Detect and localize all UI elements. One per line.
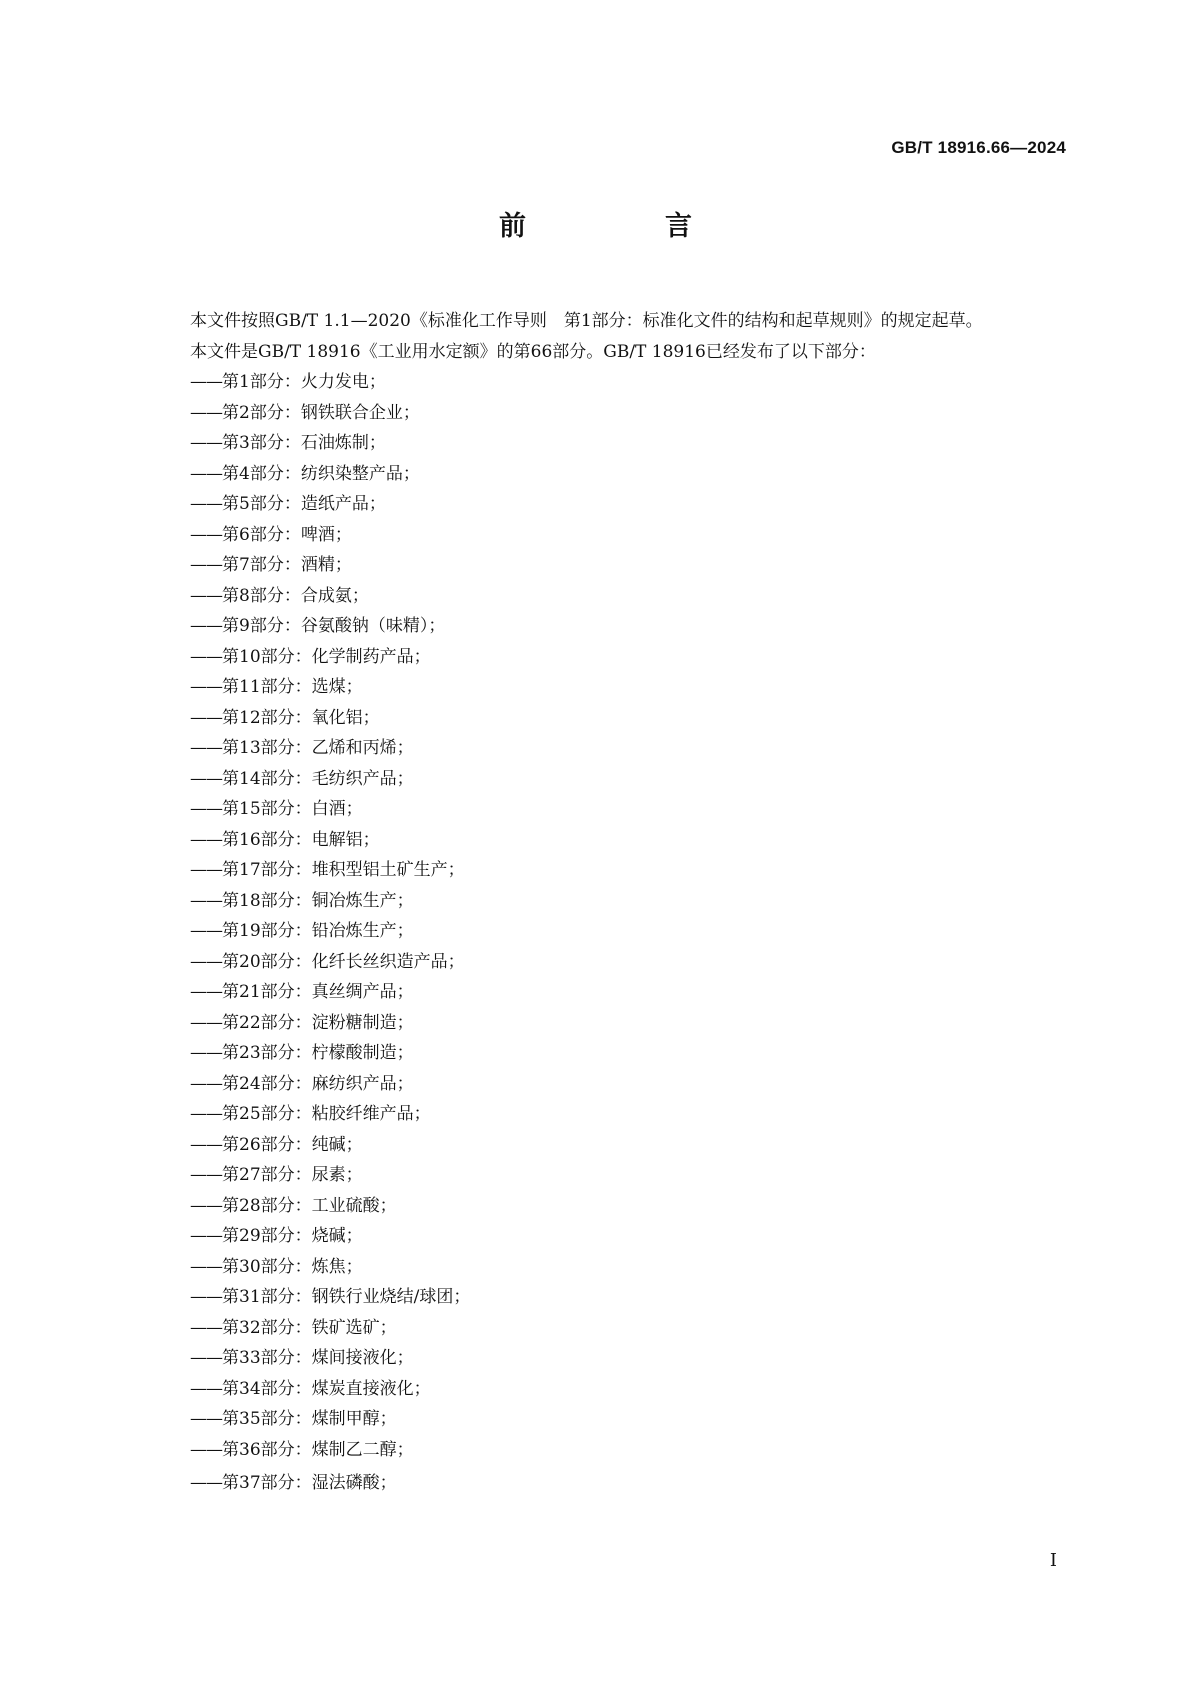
list-item bbox=[152, 764, 1082, 795]
list-item-text: 第6部分：啤酒； bbox=[222, 524, 352, 545]
list-item-text: 第34部分：煤炭直接液化； bbox=[222, 1378, 431, 1399]
list-dash: —— bbox=[190, 890, 222, 911]
list-dash: —— bbox=[190, 433, 222, 453]
list-dash: —— bbox=[190, 1473, 222, 1493]
list-item bbox=[152, 855, 1082, 886]
list-item-text: 第24部分：麻纺织产品； bbox=[222, 1073, 414, 1094]
list-dash: —— bbox=[190, 1165, 222, 1185]
page-title: 前 言 bbox=[499, 211, 748, 242]
list-dash: —— bbox=[190, 1317, 222, 1338]
list-dash: —— bbox=[190, 1287, 222, 1307]
list-item-text: 第10部分：化学制药产品； bbox=[222, 646, 431, 667]
list-item bbox=[152, 886, 1082, 917]
list-dash: —— bbox=[190, 1439, 222, 1460]
list-dash: —— bbox=[190, 1378, 222, 1399]
list-item-text: 第3部分：石油炼制； bbox=[222, 433, 386, 453]
list-item-text: 第21部分：真丝绸产品； bbox=[222, 982, 414, 1002]
list-item-text: 第15部分：白酒； bbox=[222, 799, 363, 819]
list-item bbox=[152, 825, 1082, 856]
list-item bbox=[152, 1468, 1082, 1499]
list-item bbox=[152, 703, 1082, 734]
list-dash: —— bbox=[190, 1043, 222, 1063]
list-item-text: 第25部分：粘胶纤维产品； bbox=[222, 1104, 431, 1124]
list-item-text: 第8部分：合成氨； bbox=[222, 585, 369, 606]
list-item-text: 第2部分：钢铁联合企业； bbox=[222, 402, 420, 423]
list-dash: —— bbox=[190, 799, 222, 819]
list-item-text: 第36部分：煤制乙二醇； bbox=[222, 1439, 414, 1460]
list-item-text: 第27部分：尿素； bbox=[222, 1165, 363, 1185]
list-item-text: 第17部分：堆积型铝土矿生产； bbox=[222, 860, 465, 880]
list-item-text: 第26部分：纯碱； bbox=[222, 1134, 363, 1155]
list-item-text: 第33部分：煤间接液化； bbox=[222, 1348, 414, 1368]
list-dash: —— bbox=[190, 1226, 222, 1246]
list-item-text: 第7部分：酒精； bbox=[222, 555, 352, 575]
list-item bbox=[152, 1374, 1082, 1405]
list-item bbox=[152, 367, 1082, 398]
list-item bbox=[152, 550, 1082, 581]
page-number: I bbox=[1049, 1550, 1057, 1571]
list-item bbox=[152, 1160, 1082, 1191]
list-dash: —— bbox=[190, 768, 222, 789]
list-item bbox=[152, 1221, 1082, 1252]
list-dash: —— bbox=[190, 494, 222, 514]
list-item bbox=[152, 459, 1082, 490]
list-item bbox=[152, 398, 1082, 429]
standard-code-header: GB/T 18916.66—2024 bbox=[891, 138, 1066, 157]
list-item bbox=[152, 1099, 1082, 1130]
list-item bbox=[152, 1404, 1082, 1435]
list-item bbox=[152, 1008, 1082, 1039]
list-item-text: 第30部分：炼焦； bbox=[222, 1256, 363, 1277]
list-dash: —— bbox=[190, 860, 222, 880]
document-body bbox=[152, 306, 1082, 1499]
list-item-text: 第12部分：氧化铝； bbox=[222, 707, 380, 728]
list-item-text: 第22部分：淀粉糖制造； bbox=[222, 1012, 414, 1033]
list-item bbox=[152, 1343, 1082, 1374]
list-item-text: 第5部分：造纸产品； bbox=[222, 494, 386, 514]
list-dash: —— bbox=[190, 921, 222, 941]
list-dash: —— bbox=[190, 372, 222, 392]
list-dash: —— bbox=[190, 1134, 222, 1155]
list-item bbox=[152, 1252, 1082, 1283]
list-item-text: 第31部分：钢铁行业烧结/球团； bbox=[222, 1287, 471, 1307]
list-item-text: 第23部分：柠檬酸制造； bbox=[222, 1043, 414, 1063]
list-item bbox=[152, 428, 1082, 459]
list-dash: —— bbox=[190, 1195, 222, 1216]
list-item bbox=[152, 1130, 1082, 1161]
list-item-text: 第35部分：煤制甲醇； bbox=[222, 1409, 397, 1429]
list-item bbox=[152, 794, 1082, 825]
list-dash: —— bbox=[190, 402, 222, 423]
list-item-text: 第4部分：纺织染整产品； bbox=[222, 463, 420, 484]
list-item-text: 第1部分：火力发电； bbox=[222, 372, 386, 392]
list-item bbox=[152, 916, 1082, 947]
list-item bbox=[152, 1191, 1082, 1222]
list-item-text: 第11部分：选煤； bbox=[222, 677, 363, 697]
list-dash: —— bbox=[190, 463, 222, 484]
list-dash: —— bbox=[190, 677, 222, 697]
list-item-text: 第13部分：乙烯和丙烯； bbox=[222, 738, 414, 758]
list-item bbox=[152, 1069, 1082, 1100]
list-dash: —— bbox=[190, 707, 222, 728]
list-item bbox=[152, 1282, 1082, 1313]
list-dash: —— bbox=[190, 524, 222, 545]
list-dash: —— bbox=[190, 646, 222, 667]
list-item-text: 第14部分：毛纺织产品； bbox=[222, 768, 414, 789]
list-dash: —— bbox=[190, 738, 222, 758]
list-item bbox=[152, 489, 1082, 520]
list-item-text: 第28部分：工业硫酸； bbox=[222, 1195, 397, 1216]
list-dash: —— bbox=[190, 1073, 222, 1094]
list-item-text: 第32部分：铁矿选矿； bbox=[222, 1317, 397, 1338]
list-item bbox=[152, 611, 1082, 642]
list-item bbox=[152, 977, 1082, 1008]
list-item bbox=[152, 672, 1082, 703]
list-dash: —— bbox=[190, 982, 222, 1002]
list-dash: —— bbox=[190, 951, 222, 972]
list-item bbox=[152, 947, 1082, 978]
list-item bbox=[152, 581, 1082, 612]
list-item bbox=[152, 1435, 1082, 1466]
list-item-text: 第37部分：湿法磷酸； bbox=[222, 1473, 397, 1493]
list-item-text: 第16部分：电解铝； bbox=[222, 829, 380, 850]
list-dash: —— bbox=[190, 1104, 222, 1124]
list-dash: —— bbox=[190, 1348, 222, 1368]
parts-list bbox=[152, 367, 1082, 1499]
list-item bbox=[152, 1313, 1082, 1344]
list-dash: —— bbox=[190, 585, 222, 606]
list-item bbox=[152, 733, 1082, 764]
list-item bbox=[152, 520, 1082, 551]
list-dash: —— bbox=[190, 1256, 222, 1277]
intro-paragraph-1: 本文件按照GB/T 1.1—2020《标准化工作导则 第1部分：标准化文件的结构和起草规则》的规定起草。 bbox=[190, 311, 983, 331]
list-dash: —— bbox=[190, 1012, 222, 1033]
intro-paragraph-2: 本文件是GB/T 18916《工业用水定额》的第66部分。GB/T 18916已经发布了以下部分： bbox=[190, 341, 876, 362]
list-item-text: 第18部分：铜冶炼生产； bbox=[222, 890, 414, 911]
list-dash: —— bbox=[190, 616, 222, 636]
list-item-text: 第9部分：谷氨酸钠（味精）； bbox=[222, 616, 446, 636]
list-item-text: 第20部分：化纤长丝织造产品； bbox=[222, 951, 465, 972]
list-dash: —— bbox=[190, 829, 222, 850]
list-item bbox=[152, 642, 1082, 673]
list-item-text: 第19部分：铅冶炼生产； bbox=[222, 921, 414, 941]
list-item bbox=[152, 1038, 1082, 1069]
list-item-text: 第29部分：烧碱； bbox=[222, 1226, 363, 1246]
list-dash: —— bbox=[190, 555, 222, 575]
list-dash: —— bbox=[190, 1409, 222, 1429]
